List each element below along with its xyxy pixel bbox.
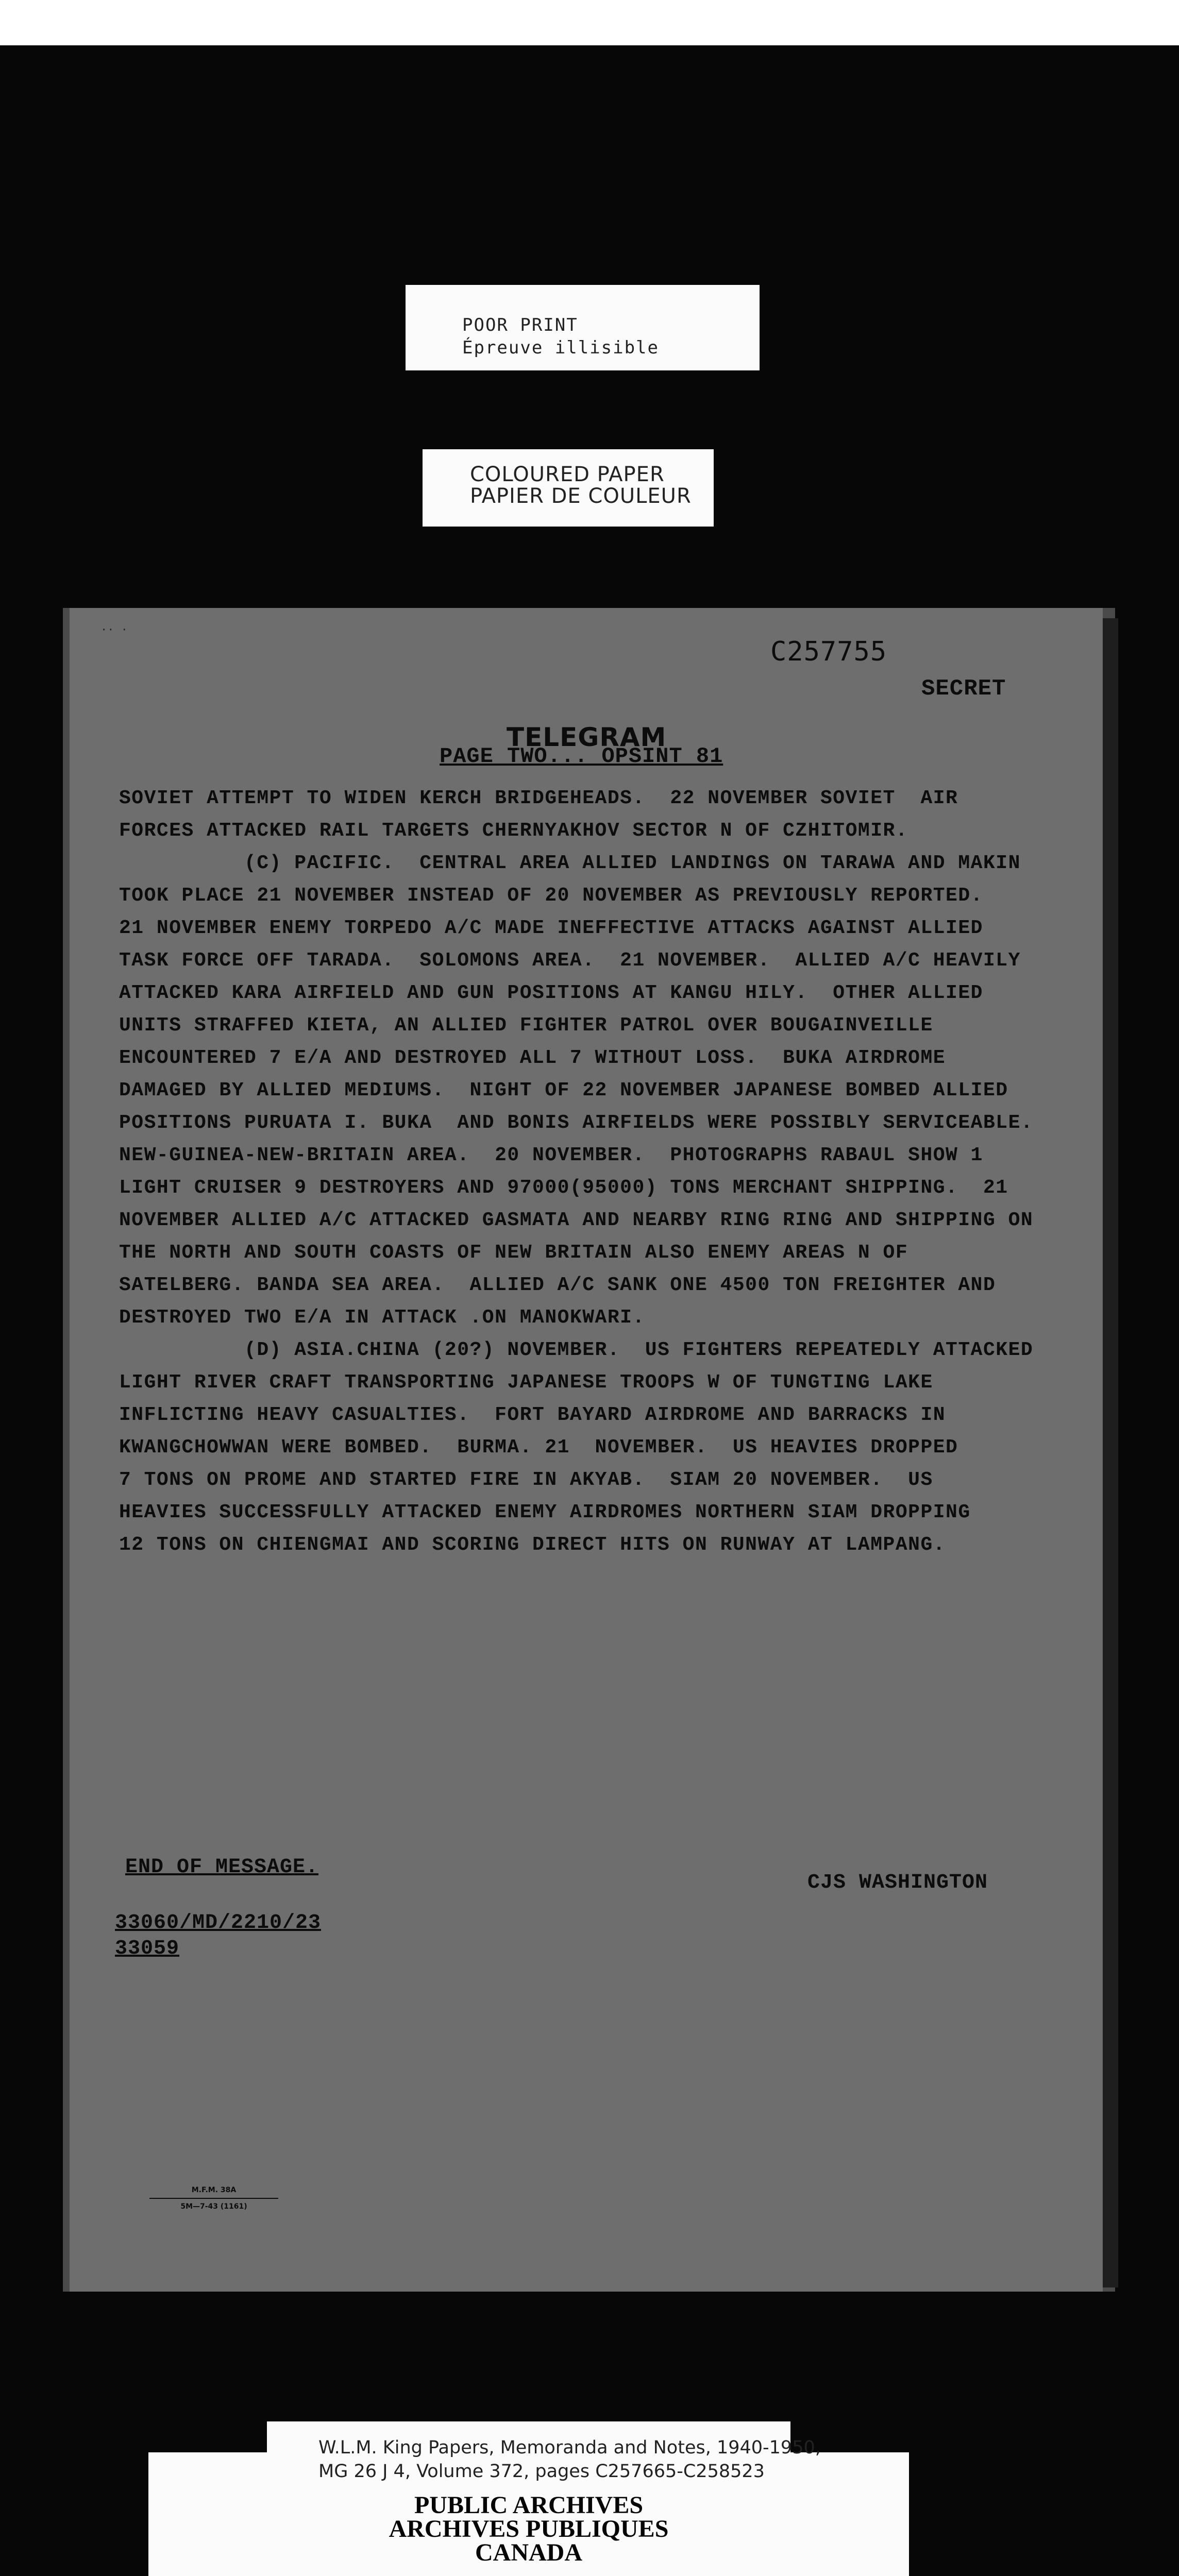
message-line: NEW-GUINEA-NEW-BRITAIN AREA. 20 NOVEMBER. PHOTOGRAPHS RABAUL SHOW 1: [119, 1144, 983, 1166]
poor-print-line-fr: Épreuve illisible: [462, 337, 659, 358]
coloured-paper-line-en: COLOURED PAPER: [470, 463, 665, 486]
message-line: POSITIONS PURUATA I. BUKA AND BONIS AIRFIELDS WERE POSSIBLY SERVICEABLE.: [119, 1112, 1034, 1134]
telegram-title: TELEGRAM: [507, 722, 667, 752]
form-stamp-rule: [149, 2198, 278, 2199]
classification-label: SECRET: [921, 676, 1006, 702]
corner-mark: ·· ·: [100, 623, 128, 636]
archive-citation: W.L.M. King Papers, Memoranda and Notes, 1940-1950, MG 26 J 4, Volume 372, pages C257665-C258523: [318, 2437, 821, 2482]
archive-label-card: [148, 2421, 909, 2576]
message-line: ATTACKED KARA AIRFIELD AND GUN POSITIONS AT KANGU HILY. OTHER ALLIED: [119, 982, 983, 1004]
message-line: TOOK PLACE 21 NOVEMBER INSTEAD OF 20 NOVEMBER AS PREVIOUSLY REPORTED.: [119, 885, 983, 907]
card-notch-left: [148, 2421, 267, 2452]
signature: CJS WASHINGTON: [807, 1871, 988, 1894]
message-line: INFLICTING HEAVY CASUALTIES. FORT BAYARD AIRDROME AND BARRACKS IN: [119, 1404, 946, 1426]
message-line: LIGHT RIVER CRAFT TRANSPORTING JAPANESE TROOPS W OF TUNGTING LAKE: [119, 1371, 933, 1394]
coloured-paper-label: [423, 449, 714, 527]
message-line: SOVIET ATTEMPT TO WIDEN KERCH BRIDGEHEADS. 22 NOVEMBER SOVIET AIR: [119, 787, 958, 809]
poor-print-label: [406, 285, 760, 370]
message-line: FORCES ATTACKED RAIL TARGETS CHERNYAKHOV SECTOR N OF CZHITOMIR.: [119, 820, 908, 842]
message-line: (C) PACIFIC. CENTRAL AREA ALLIED LANDINGS ON TARAWA AND MAKIN: [119, 852, 1021, 874]
file-reference-secondary: 33059: [115, 1937, 180, 1960]
message-body: [119, 782, 1088, 1561]
poor-print-line-en: POOR PRINT: [462, 315, 578, 335]
print-run: 5M—7-43 (1161): [180, 2202, 247, 2211]
archive-name: [148, 2494, 909, 2565]
message-line: TASK FORCE OFF TARADA. SOLOMONS AREA. 21 NOVEMBER. ALLIED A/C HEAVILY: [119, 950, 1021, 972]
archive-name-line-en: PUBLIC ARCHIVES: [414, 2492, 644, 2519]
end-of-message: END OF MESSAGE.: [125, 1856, 319, 1879]
telegram-document: [70, 608, 1103, 2292]
archive-name-line-country: CANADA: [475, 2539, 582, 2566]
message-line: 7 TONS ON PROME AND STARTED FIRE IN AKYAB. SIAM 20 NOVEMBER. US: [119, 1469, 933, 1491]
message-line: ENCOUNTERED 7 E/A AND DESTROYED ALL 7 WITHOUT LOSS. BUKA AIRDROME: [119, 1047, 946, 1069]
message-line: NOVEMBER ALLIED A/C ATTACKED GASMATA AND NEARBY RING RING AND SHIPPING ON: [119, 1209, 1034, 1231]
page-header: PAGE TWO... OPSINT 81: [440, 744, 723, 769]
document-number: C257755: [770, 636, 887, 667]
document-sheet-shadow: [1103, 618, 1118, 2287]
message-line: KWANGCHOWWAN WERE BOMBED. BURMA. 21 NOVEMBER. US HEAVIES DROPPED: [119, 1436, 958, 1459]
message-line: 12 TONS ON CHIENGMAI AND SCORING DIRECT HITS ON RUNWAY AT LAMPANG.: [119, 1534, 946, 1556]
message-line: (D) ASIA.CHINA (20?) NOVEMBER. US FIGHTERS REPEATEDLY ATTACKED: [119, 1339, 1034, 1361]
message-line: LIGHT CRUISER 9 DESTROYERS AND 97000(95000) TONS MERCHANT SHIPPING. 21: [119, 1177, 1008, 1199]
message-line: 21 NOVEMBER ENEMY TORPEDO A/C MADE INEFFECTIVE ATTACKS AGAINST ALLIED: [119, 917, 983, 939]
message-line: SATELBERG. BANDA SEA AREA. ALLIED A/C SANK ONE 4500 TON FREIGHTER AND: [119, 1274, 996, 1296]
message-line: HEAVIES SUCCESSFULLY ATTACKED ENEMY AIRDROMES NORTHERN SIAM DROPPING: [119, 1501, 971, 1523]
form-number: M.F.M. 38A: [191, 2186, 237, 2194]
message-line: UNITS STRAFFED KIETA, AN ALLIED FIGHTER PATROL OVER BOUGAINVEILLE: [119, 1014, 933, 1037]
coloured-paper-line-fr: PAPIER DE COULEUR: [470, 484, 692, 508]
message-line: THE NORTH AND SOUTH COASTS OF NEW BRITAIN ALSO ENEMY AREAS N OF: [119, 1242, 908, 1264]
message-line: DESTROYED TWO E/A IN ATTACK .ON MANOKWARI.: [119, 1307, 645, 1329]
message-line: DAMAGED BY ALLIED MEDIUMS. NIGHT OF 22 NOVEMBER JAPANESE BOMBED ALLIED: [119, 1079, 1008, 1101]
form-stamp: [149, 2184, 278, 2212]
archive-name-line-fr: ARCHIVES PUBLIQUES: [389, 2515, 669, 2543]
file-reference: 33060/MD/2210/23: [115, 1911, 322, 1935]
